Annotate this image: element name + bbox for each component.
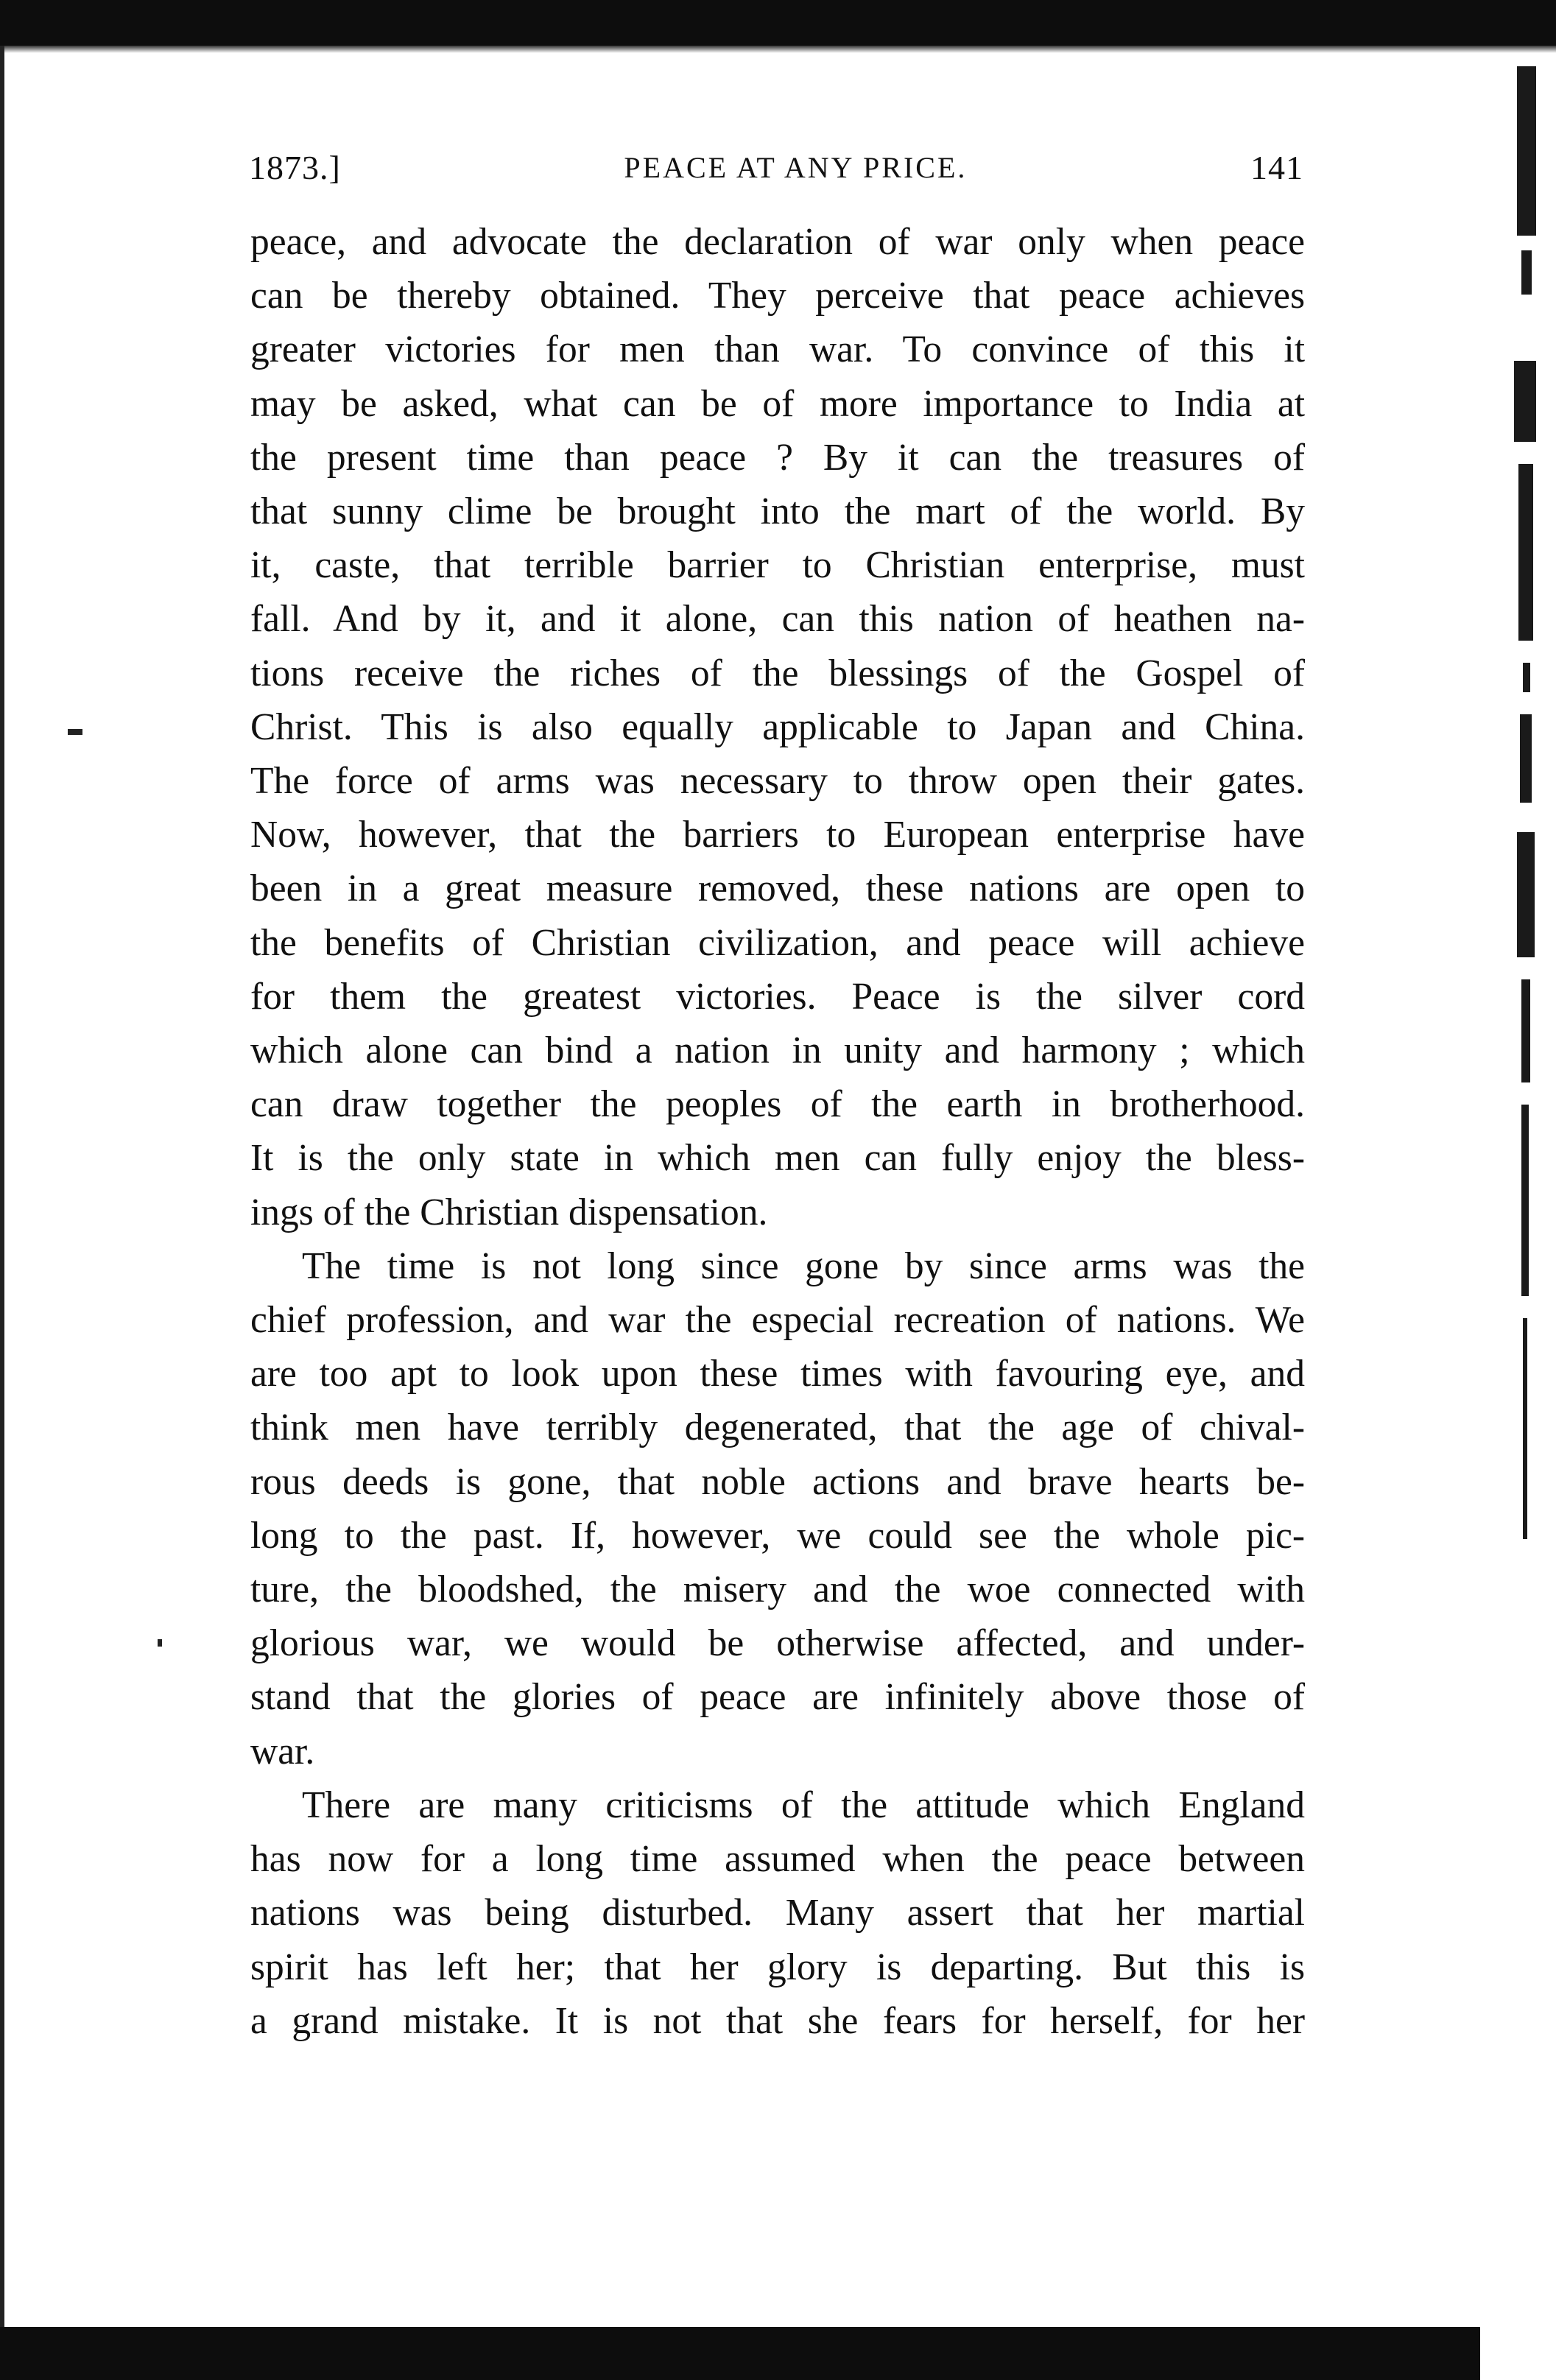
text-line: There are many criticisms of the attitude which England	[302, 1784, 1305, 1826]
text-line: peace, and advocate the declaration of war only when peace	[250, 221, 1305, 263]
text-line: a grand mistake. It is not that she fears for herself, for her	[250, 1999, 1305, 2042]
text-line: the present time than peace ? By it can the treasures of	[250, 436, 1305, 479]
text-line: nations was being disturbed. Many assert that her martial	[250, 1892, 1305, 1934]
text-line: think men have terribly degenerated, that the age of chival-	[250, 1406, 1305, 1449]
text-line: Christ. This is also equally applicable to Japan and China.	[250, 705, 1305, 748]
paragraph-1	[250, 215, 1305, 1239]
text-line: stand that the glories of peace are infinitely above those of	[250, 1676, 1305, 1719]
text-line: chief profession, and war the especial recreation of nations. We	[250, 1299, 1305, 1342]
running-title: PEACE AT ANY PRICE.	[624, 150, 968, 184]
text-line: fall. And by it, and it alone, can this nation of heathen na-	[250, 598, 1305, 641]
text-line: been in a great measure removed, these nations are open to	[250, 867, 1305, 910]
text-line: can draw together the peoples of the earth in brotherhood.	[250, 1083, 1305, 1126]
text-line: are too apt to look upon these times with favouring eye, and	[250, 1353, 1305, 1395]
page-body	[250, 215, 1305, 2048]
text-line: the benefits of Christian civilization, and peace will achieve	[250, 921, 1305, 964]
scan-top-shadow	[0, 46, 1556, 53]
margin-dash-mark	[68, 729, 82, 735]
scan-left-edge	[0, 46, 4, 2328]
scan-bottom-border	[0, 2327, 1480, 2380]
text-line: war.	[250, 1730, 315, 1772]
text-line: glorious war, we would be otherwise affected, and under-	[250, 1622, 1305, 1665]
text-line: that sunny clime be brought into the mart of the world. By	[250, 490, 1305, 533]
page-header	[249, 141, 1303, 193]
text-line: Now, however, that the barriers to European enterprise have	[250, 814, 1305, 856]
text-line: tions receive the riches of the blessings of the Gospel of	[250, 652, 1305, 694]
header-year: 1873.]	[249, 148, 341, 186]
text-line: can be thereby obtained. They perceive that peace achieves	[250, 275, 1305, 317]
text-line: It is the only state in which men can fully enjoy the bless-	[250, 1137, 1305, 1180]
text-line: long to the past. If, however, we could see the whole pic-	[250, 1514, 1305, 1557]
paragraph-2	[250, 1239, 1305, 1778]
text-line: The time is not long since gone by since arms was the	[302, 1244, 1305, 1287]
text-line: spirit has left her; that her glory is departing. But this is	[250, 1946, 1305, 1988]
text-line: The force of arms was necessary to throw open their gates.	[250, 760, 1305, 803]
text-line: for them the greatest victories. Peace is the silver cord	[250, 975, 1305, 1018]
text-line: greater victories for men than war. To convince of this it	[250, 328, 1305, 371]
scan-top-border	[0, 0, 1556, 46]
margin-dot-mark	[158, 1639, 162, 1647]
text-line: it, caste, that terrible barrier to Christian enterprise, must	[250, 544, 1305, 587]
paragraph-3	[250, 1778, 1305, 2048]
scan-binding-edge	[1480, 52, 1556, 1554]
text-line: ings of the Christian dispensation.	[250, 1191, 768, 1233]
text-line: rous deeds is gone, that noble actions and brave hearts be-	[250, 1460, 1305, 1503]
text-line: may be asked, what can be of more importance to India at	[250, 382, 1305, 425]
text-line: which alone can bind a nation in unity and harmony ; which	[250, 1029, 1305, 1072]
text-line: ture, the bloodshed, the misery and the woe connected with	[250, 1569, 1305, 1611]
page-number: 141	[1250, 148, 1303, 186]
text-line: has now for a long time assumed when the peace between	[250, 1838, 1305, 1881]
